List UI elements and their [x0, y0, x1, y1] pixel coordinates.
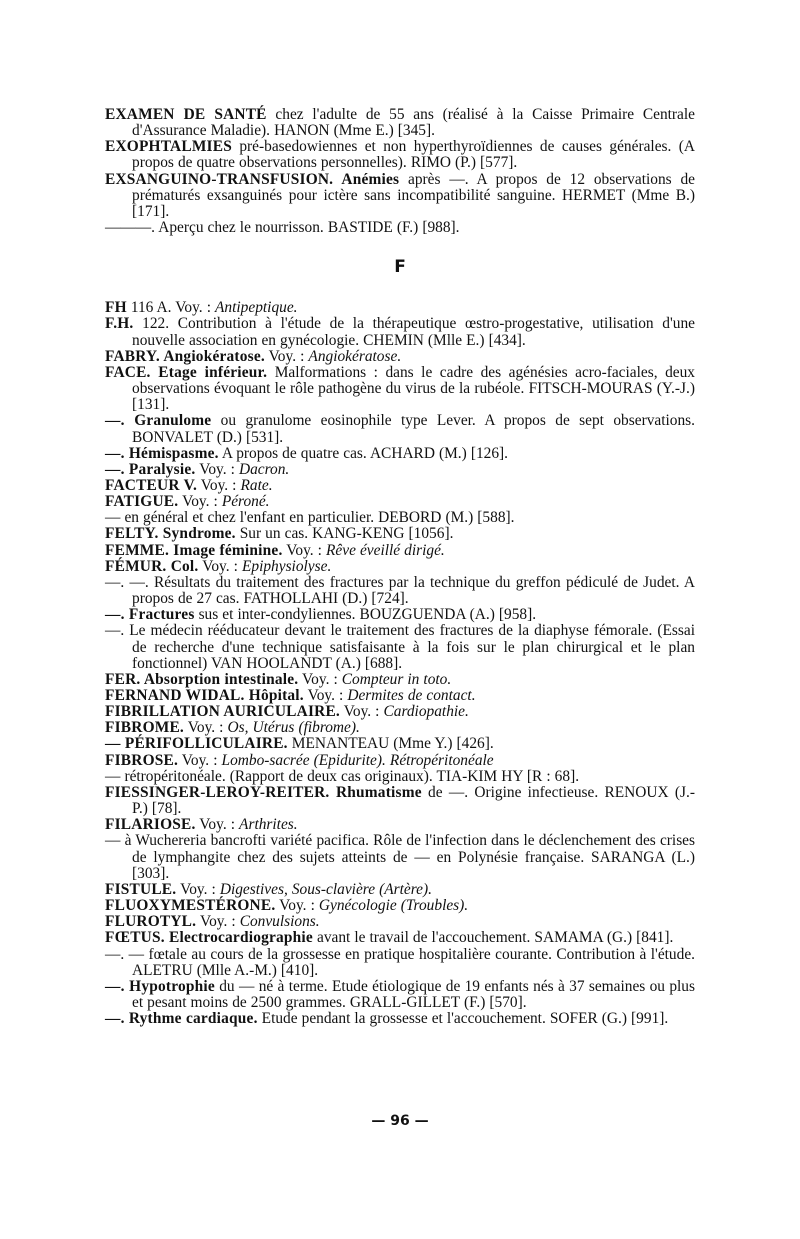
entry-heading: FABRY. Angiokératose. — [105, 347, 265, 365]
index-entry — [105, 365, 695, 413]
entry-cross-reference: Digestives, Sous-clavière (Artère). — [219, 880, 432, 898]
letter-heading: F — [394, 257, 406, 278]
entry-cross-reference: Cardiopathie. — [383, 703, 469, 721]
index-entry — [105, 882, 695, 898]
entry-text: 122. Contribution à l'étude de la thérapeutique œstro-progestative, utilisation d'une nouvelle association en gynécologie. CHEMIN (Mlle E.) [434]. — [132, 315, 695, 349]
entry-text: Voy. : — [176, 880, 220, 898]
entry-text: Voy. : — [339, 703, 384, 721]
entry-heading: FLUROTYL. — [105, 913, 197, 931]
index-entry — [105, 543, 695, 559]
entry-heading: FERNAND WIDAL. Hôpital. — [105, 687, 304, 704]
entry-heading: —. Hémispasme. — [105, 444, 219, 462]
entry-text: Voy. : — [195, 460, 239, 478]
entry-heading: FEMME. Image féminine. — [105, 541, 283, 559]
entry-heading: — PÉRIFOLLICULAIRE. — [105, 735, 288, 753]
entry-heading: FISTULE. — [105, 880, 177, 898]
entry-text: 116 A. Voy. : — [126, 299, 216, 317]
entry-text: Voy. : — [198, 557, 242, 575]
index-entry — [105, 623, 695, 671]
entry-heading: FELTY. Syndrome. — [105, 525, 236, 543]
entry-heading: EXOPHTALMIES — [105, 138, 232, 156]
entry-text: sus et inter-condyliennes. BOUZGUENDA (A.) [958]. — [194, 606, 537, 624]
index-entry — [105, 720, 695, 736]
entry-text: —. — fœtale au cours de la grossesse en pratique hospitalière courante. Contribution à l'étude. ALETRU (Mlle A.-M.) [410]. — [105, 945, 695, 979]
entry-text: —. —. Résultats du traitement des fractures par la technique du greffon pédiculé de Judet. A propos de 27 cas. FATHOLLAHI (D.) [724]. — [105, 573, 695, 608]
index-entry — [105, 817, 695, 833]
entry-heading: FATIGUE. — [105, 493, 179, 511]
entry-heading: FER. Absorption intestinale. — [105, 670, 299, 688]
entry-text: Etude pendant la grossesse et l'accouchement. SOFER (G.) [991]. — [257, 1010, 669, 1028]
index-entry — [105, 769, 695, 785]
entry-text: Voy. : — [195, 816, 240, 834]
index-entry — [105, 947, 695, 979]
entry-heading: FIBROME. — [105, 719, 184, 737]
index-entry — [105, 510, 695, 526]
index-entry — [105, 914, 695, 930]
entry-cross-reference: Convulsions. — [239, 913, 320, 931]
entry-cross-reference: Compteur in toto. — [341, 670, 452, 688]
entry-text: Voy. : — [197, 476, 241, 494]
entry-text: Voy. : — [303, 687, 348, 704]
index-entry — [105, 107, 695, 139]
entry-cross-reference: Angiokératose. — [308, 347, 402, 365]
entry-text: de —. Origine infectieuse. RENOUX (J.-P.) [78]. — [132, 783, 695, 818]
entry-cross-reference: Antipeptique. — [215, 299, 298, 317]
entry-text: MENANTEAU (Mme Y.) [426]. — [287, 735, 494, 753]
entry-heading: —. Granulome — [105, 412, 212, 430]
index-entry — [105, 559, 695, 575]
entry-text: du — né à terme. Etude étiologique de 19 enfants nés à 37 semaines ou plus et pesant moins de 2500 grammes. GRALL-GILLET (F.) [570]. — [132, 977, 695, 1011]
entry-text: — en général et chez l'enfant en particulier. DEBORD (M.) [588]. — [105, 509, 515, 527]
index-entry — [105, 785, 695, 817]
entry-text: Voy. : — [282, 541, 327, 559]
entry-text: A propos de quatre cas. ACHARD (M.) [126]. — [218, 444, 508, 462]
entry-heading: FACE. Etage inférieur. — [105, 363, 268, 381]
index-entry — [105, 462, 695, 478]
entry-text: Voy. : — [178, 751, 222, 769]
index-entry — [105, 494, 695, 510]
page-number: — 96 — — [371, 1113, 429, 1129]
entry-text: Voy. : — [275, 897, 319, 915]
entry-heading: —. Fractures — [105, 606, 195, 624]
entry-text: pré-basedowiennes et non hyperthyroïdiennes de causes générales. (A propos de quatre observations personnelles). RIMO (P.) [577]. — [132, 138, 695, 172]
index-entry — [105, 688, 695, 704]
index-entry — [105, 526, 695, 542]
index-entry — [105, 349, 695, 365]
index-entry — [105, 898, 695, 914]
index-entry — [105, 607, 695, 623]
entry-text: — rétropéritonéale. (Rapport de deux cas originaux). TIA-KIM HY [R : 68]. — [105, 767, 580, 785]
entry-cross-reference: Rate. — [240, 476, 273, 494]
index-entry — [105, 704, 695, 720]
index-entry — [105, 575, 695, 607]
index-entry — [105, 316, 695, 348]
entry-cross-reference: Os, Utérus (fibrome). — [227, 719, 360, 737]
entry-text: —. Le médecin rééducateur devant le traitement des fractures de la diaphyse fémorale. (Essai de recherche d'une technique satisfaisante à la fois sur le plan chirurgical et le plan fonctionnel) VAN HOOLANDT (A.) [688]. — [105, 622, 695, 672]
entry-cross-reference: Péroné. — [221, 493, 270, 511]
index-entry — [105, 833, 695, 881]
entry-text: Voy. : — [196, 913, 240, 931]
index-entry — [105, 930, 695, 946]
index-entry — [105, 139, 695, 171]
entry-heading: FIBRILLATION AURICULAIRE. — [105, 703, 340, 721]
entry-heading: FACTEUR V. — [105, 476, 197, 494]
index-entry — [105, 220, 695, 236]
index-entry — [105, 172, 695, 220]
entry-heading: FŒTUS. Electrocardiographie — [105, 929, 313, 947]
entry-text: Voy. : — [264, 347, 309, 365]
entry-heading: —. Rythme cardiaque. — [105, 1010, 258, 1028]
index-entry — [105, 446, 695, 462]
entry-cross-reference: Rêve éveillé dirigé. — [326, 541, 445, 559]
index-section-f — [105, 300, 695, 1027]
entry-text: Voy. : — [183, 719, 228, 737]
entry-heading: FLUOXYMESTÉRONE. — [105, 897, 276, 915]
entry-heading: —. Hypotrophie — [105, 977, 215, 995]
entry-text: Malformations : dans le cadre des agénésies acro-faciales, deux observations évoquant le rôle pathogène du virus de la rubéole. FITSCH-MOURAS (Y.-J.) [131]. — [132, 363, 695, 414]
entry-text: avant le travail de l'accouchement. SAMAMA (G.) [841]. — [312, 929, 674, 947]
index-entry — [105, 478, 695, 494]
entry-heading: —. Paralysie. — [105, 460, 196, 478]
entry-text: Voy. : — [298, 670, 342, 688]
entry-text: ou granulome eosinophile type Lever. A propos de sept observations. BONVALET (D.) [531]. — [132, 412, 695, 446]
entry-text: chez l'adulte de 55 ans (réalisé à la Caisse Primaire Centrale d'Assurance Maladie). HANON (Mme E.) [345]. — [132, 106, 695, 140]
entry-heading: F.H. — [105, 315, 134, 333]
entry-heading: FÉMUR. Col. — [105, 557, 199, 575]
index-page — [105, 107, 695, 1027]
entry-heading: EXAMEN DE SANTÉ — [105, 106, 267, 123]
entry-text: Sur un cas. KANG-KENG [1056]. — [235, 525, 454, 543]
index-entry — [105, 753, 695, 769]
entry-heading: FH — [105, 299, 127, 317]
entry-heading: EXSANGUINO-TRANSFUSION. Anémies — [105, 170, 400, 188]
entry-heading: FIBROSE. — [105, 751, 179, 769]
entry-text: après —. A propos de 12 observations de prématurés exsanguinés pour ictère sans incompatibilité sanguine. HERMET (Mme B.) [171]. — [132, 170, 695, 220]
entry-cross-reference: Arthrites. — [239, 816, 298, 834]
index-section-e — [105, 107, 695, 236]
index-entry — [105, 736, 695, 752]
index-entry — [105, 300, 695, 316]
index-entry — [105, 672, 695, 688]
entry-cross-reference: Gynécologie (Troubles). — [318, 897, 469, 915]
index-entry — [105, 413, 695, 445]
entry-cross-reference: Lombo-sacrée (Epidurite). Rétropéritonéale — [221, 751, 494, 769]
entry-text: Voy. : — [178, 493, 222, 511]
entry-cross-reference: Dermites de contact. — [347, 687, 476, 704]
index-entry — [105, 1011, 695, 1027]
entry-cross-reference: Dacron. — [238, 460, 290, 478]
index-entry — [105, 979, 695, 1011]
entry-text: — à Wuchereria bancrofti variété pacifica. Rôle de l'infection dans le déclenchement des crises de lymphangite chez des sujets atteints de — en Polynésie française. SARANGA (L.) [303]. — [105, 832, 695, 882]
entry-heading: FIESSINGER-LEROY-REITER. Rhumatisme — [105, 783, 422, 801]
entry-cross-reference: Epiphysiolyse. — [241, 557, 332, 575]
entry-text: ———. Aperçu chez le nourrisson. BASTIDE (F.) [988]. — [105, 219, 460, 237]
entry-heading: FILARIOSE. — [105, 816, 196, 834]
